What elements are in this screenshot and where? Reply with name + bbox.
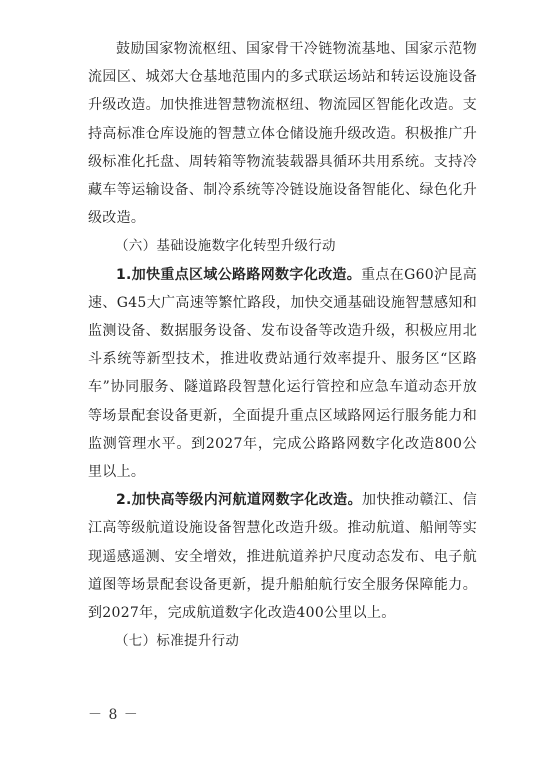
paragraph-waterway-digitalization <box>88 486 477 627</box>
section-heading-six <box>88 232 477 260</box>
page-number: － 8 － <box>88 707 139 723</box>
document-body <box>88 35 477 655</box>
section-heading-seven-text: （七）标准提升行动 <box>115 633 240 650</box>
section-heading-six-text: （六）基础设施数字化转型升级行动 <box>115 238 336 255</box>
item-2-lead: 2.加快高等级内河航道网数字化改造。 <box>116 492 362 509</box>
paragraph-highway-digitalization <box>88 261 477 487</box>
item-1-lead: 1.加快重点区域公路路网数字化改造。 <box>116 266 362 283</box>
paragraph-logistics-text: 鼓励国家物流枢纽、国家骨干冷链物流基地、国家示范物流园区、城郊大仓基地范围内的多式联运场站和转运设施设备升级改造。加快推进智慧物流枢纽、物流园区智能化改造。支持高标准仓库设施的智慧立体仓储设施升级改造。积极推广升级标准化托盘、周转箱等物流装载器具循环共用系统。支持冷藏车等运输设备、制冷系统等冷链设施设备智能化、绿色化升级改造。 <box>88 41 477 227</box>
paragraph-logistics <box>88 35 477 232</box>
item-1-body: 重点在G60沪昆高速、G45大广高速等繁忙路段，加快交通基础设施智慧感知和监测设备、数据服务设备、发布设备等改造升级，积极应用北斗系统等新型技术，推进收费站通行效率提升、服务区“区路车”协同服务、隧道路段智慧化运行管控和应急车道动态开放等场景配套设备更新，全面提升重点区域路网运行服务能力和监测管理水平。到2027年，完成公路路网数字化改造800公里以上。 <box>88 266 477 481</box>
item-2-body: 加快推动赣江、信江高等级航道设施设备智慧化改造升级。推动航道、船闸等实现遥感遥测、安全增效，推进航道养护尺度动态发布、电子航道图等场景配套设备更新，提升船舶航行安全服务保障能力。到2027年，完成航道数字化改造400公里以上。 <box>88 492 477 622</box>
section-heading-seven <box>88 627 477 655</box>
